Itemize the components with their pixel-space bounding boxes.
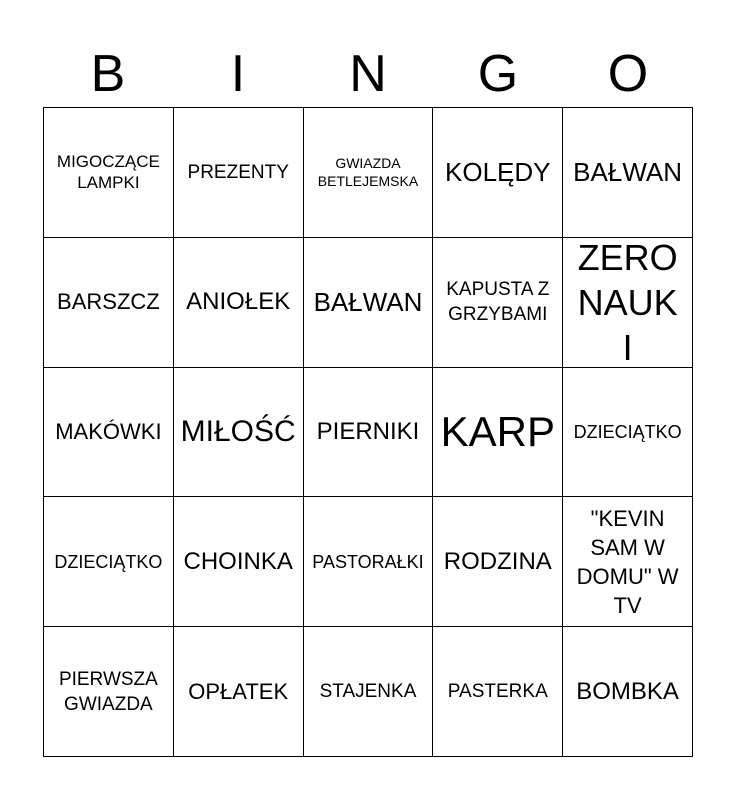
bingo-cell[interactable] [304, 368, 434, 498]
header-letter-i: I [230, 45, 246, 103]
cell-label: OPŁATEK [188, 678, 289, 704]
cell-label: BARSZCZ [57, 289, 160, 315]
bingo-cell[interactable] [174, 108, 304, 238]
bingo-header [43, 40, 693, 108]
cell-label: MIGOCZĄCE LAMPKI [56, 152, 160, 193]
cell-label: BOMBKA [576, 677, 679, 705]
bingo-cell[interactable] [563, 108, 693, 238]
bingo-cell[interactable] [563, 368, 693, 498]
bingo-cell[interactable] [304, 627, 434, 757]
cell-label: KAPUSTA Z GRZYBAMI [446, 279, 550, 326]
bingo-cell[interactable] [44, 238, 174, 368]
cell-label: DZIECIĄTKO [573, 421, 682, 442]
bingo-cell[interactable] [44, 368, 174, 498]
bingo-cell[interactable] [563, 497, 693, 627]
cell-label: BAŁWAN [313, 287, 423, 318]
cell-label: RODZINA [443, 547, 552, 575]
cell-label: PIERWSZA GWIAZDA [58, 668, 158, 715]
bingo-cell[interactable] [44, 497, 174, 627]
cell-label: MIŁOŚĆ [180, 414, 296, 448]
cell-label: PASTERKA [447, 681, 548, 703]
bingo-cell[interactable] [433, 368, 563, 498]
bingo-cell[interactable] [433, 108, 563, 238]
header-letter-n: N [349, 45, 387, 103]
bingo-cell[interactable] [304, 238, 434, 368]
bingo-cell[interactable] [174, 497, 304, 627]
header-letter-o: O [607, 45, 649, 103]
bingo-cell[interactable] [433, 497, 563, 627]
bingo-grid [43, 107, 693, 757]
cell-label: PASTORAŁKI [312, 551, 424, 572]
bingo-cell[interactable] [304, 497, 434, 627]
cell-label: BAŁWAN [573, 157, 683, 188]
cell-label: ANIOŁEK [186, 288, 291, 316]
cell-label: KOLĘDY [445, 157, 551, 188]
cell-label: "KEVIN SAM W DOMU" W TV [576, 505, 679, 618]
cell-label: KARP [440, 407, 555, 455]
bingo-cell[interactable] [174, 368, 304, 498]
cell-label: DZIECIĄTKO [54, 551, 163, 572]
bingo-cell[interactable] [433, 627, 563, 757]
bingo-cell[interactable] [433, 238, 563, 368]
bingo-cell[interactable] [174, 238, 304, 368]
header-letter-g: G [477, 45, 519, 103]
cell-label: ZERO NAUKI [577, 237, 678, 368]
cell-label: CHOINKA [183, 547, 293, 575]
cell-label: PREZENTY [187, 161, 289, 183]
cell-label: MAKÓWKI [55, 418, 162, 444]
cell-label: STAJENKA [319, 681, 417, 703]
bingo-cell[interactable] [44, 627, 174, 757]
bingo-cell[interactable] [304, 108, 434, 238]
bingo-cell[interactable] [563, 627, 693, 757]
header-letter-b: B [90, 45, 126, 103]
cell-label: PIERNIKI [316, 417, 420, 445]
bingo-cell[interactable] [44, 108, 174, 238]
bingo-cell[interactable] [563, 238, 693, 368]
cell-label: GWIAZDA BETLEJEMSKA [317, 155, 419, 190]
bingo-cell[interactable] [174, 627, 304, 757]
